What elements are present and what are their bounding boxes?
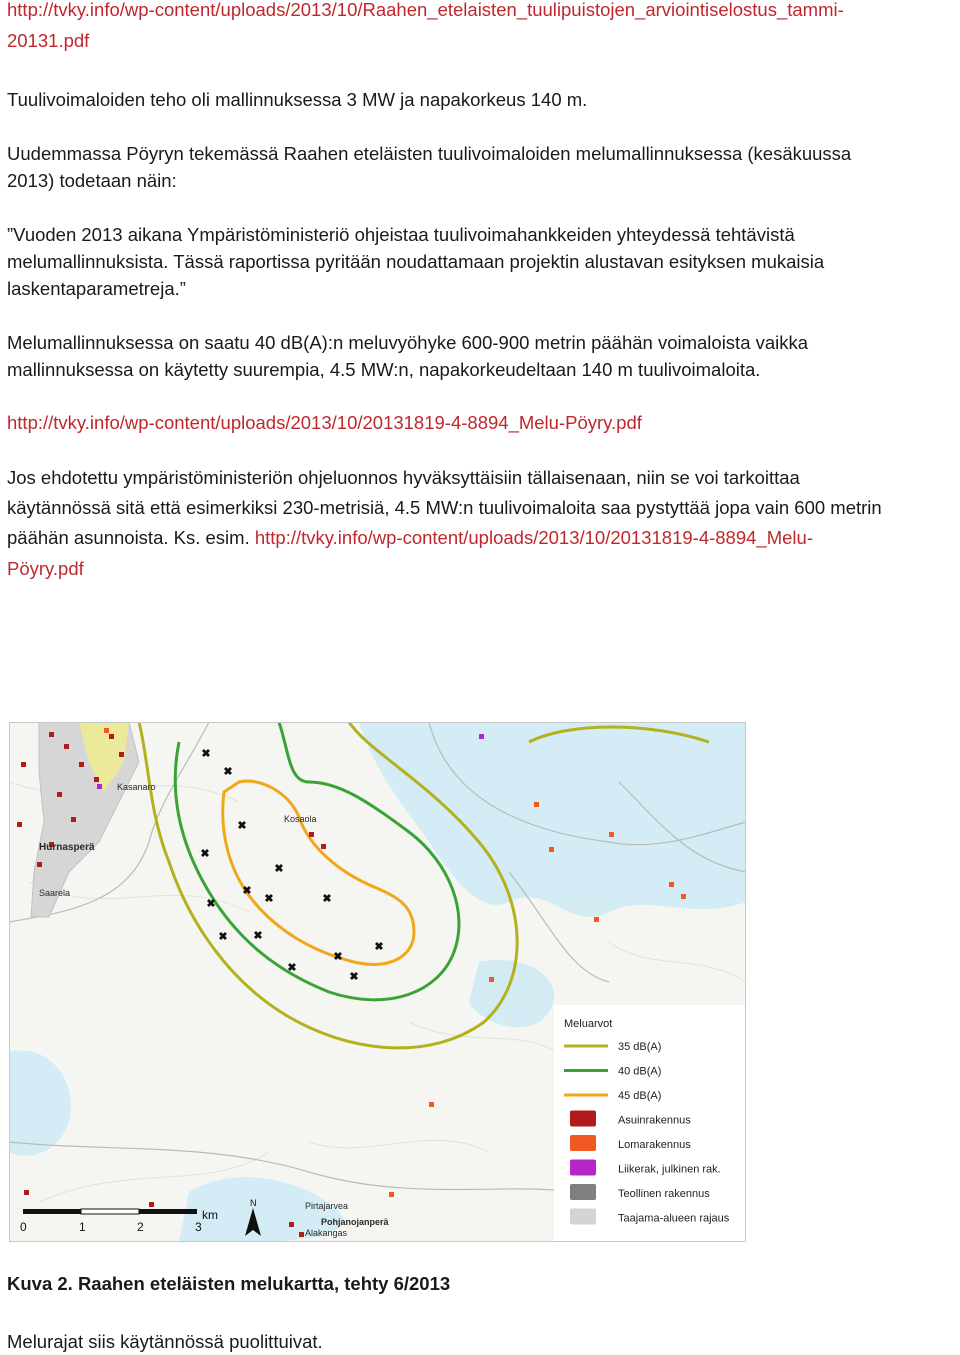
source-link-1-line2[interactable] <box>7 27 89 54</box>
scale-unit: km <box>202 1208 218 1222</box>
legend-label-1: 40 dB(A) <box>618 1065 662 1078</box>
turbine-icon: ✖ <box>201 748 211 760</box>
turbine-icon: ✖ <box>264 893 274 905</box>
legend-label-6: Teollinen rakennus <box>618 1188 710 1200</box>
place-hurnaspera: Hurnasperä <box>39 842 95 853</box>
source-link-2[interactable]: http://tvky.info/wp-content/uploads/2013/10/20131819-4-8894_Melu-Pöyry.pdf <box>7 412 642 433</box>
source-link-3a[interactable]: http://tvky.info/wp-content/uploads/2013/10/20131819-4-8894_Melu- <box>254 527 813 548</box>
legend-label-2: 45 dB(A) <box>618 1090 662 1102</box>
paragraph-turbine-power: Tuulivoimaloiden teho oli mallinnuksessa 3 MW ja napakorkeus 140 m. <box>7 89 588 110</box>
place-pirtajarvea: Pirtajarvea <box>305 1201 349 1211</box>
quote-line1: ”Vuoden 2013 aikana Ympäristöministeriö ohjeistaa tuulivoimahankkeiden yhteydessä tehtävistä <box>7 224 795 245</box>
legend-swatch-6 <box>570 1184 596 1200</box>
guideline-text: päähän asunnoista. Ks. esim. <box>7 527 255 548</box>
turbine-icon: ✖ <box>206 898 216 910</box>
figure-caption: Kuva 2. Raahen eteläisten melukartta, tehty 6/2013 <box>7 1273 451 1294</box>
legend-label-4: Lomarakennus <box>618 1139 691 1151</box>
source-link-3b[interactable]: Pöyry.pdf <box>7 558 84 579</box>
paragraph-poyry-line1: Uudemmassa Pöyryn tekemässä Raahen eteläisten tuulivoimaloiden melumallinnuksessa (kesäkuussa <box>7 143 852 164</box>
map-legend <box>554 1005 746 1242</box>
paragraph-guideline-line1: Jos ehdotettu ympäristöministeriön ohjeluonnos hyväksyttäisiin tällaisenaan, niin se voi tarkoittaa <box>7 467 800 488</box>
turbine-icon: ✖ <box>253 930 263 942</box>
quote-line3: laskentaparametreja.” <box>7 278 186 299</box>
legend-title: Meluarvot <box>564 1018 613 1030</box>
noise-map <box>9 722 746 1242</box>
scale-tick-2: 2 <box>137 1220 144 1234</box>
place-kosaola: Kosaola <box>284 814 317 824</box>
legend-label-0: 35 dB(A) <box>618 1041 662 1053</box>
turbine-icon: ✖ <box>374 941 384 953</box>
legend-swatch-5 <box>570 1160 596 1176</box>
north-label: N <box>250 1198 257 1208</box>
paragraph-guideline-line4[interactable] <box>7 555 84 582</box>
legend-label-3: Asuinrakennus <box>618 1114 691 1127</box>
scale-tick-3: 3 <box>195 1220 202 1234</box>
legend-label-5: Liikerak, julkinen rak. <box>618 1163 721 1176</box>
place-saarela: Saarela <box>39 888 71 898</box>
turbine-icon: ✖ <box>322 893 332 905</box>
closing-statement: Melurajat siis käytännössä puolittuivat. <box>7 1331 323 1352</box>
quote-line2: melumallinnuksista. Tässä raportissa pyritään noudattamaan projektin alustavan esityksen mukaisia <box>7 251 825 272</box>
paragraph-noise-zone-line2: mallinnuksessa on käytetty suurempia, 4.5 MW:n, napakorkeudeltaan 140 m tuulivoimaloita. <box>7 359 761 380</box>
legend-label-7: Taajama-alueen rajaus <box>618 1212 730 1225</box>
turbine-icon: ✖ <box>349 971 359 983</box>
turbine-icon: ✖ <box>274 863 284 875</box>
turbine-icon: ✖ <box>242 885 252 897</box>
turbine-icon: ✖ <box>200 848 210 860</box>
paragraph-noise-zone-line1: Melumallinnuksessa on saatu 40 dB(A):n meluvyöhyke 600-900 metrin päähän voimaloista vaikka <box>7 332 809 353</box>
place-pohjanojanpera: Pohjanojanperä <box>321 1217 389 1227</box>
scale-tick-0: 0 <box>20 1220 27 1234</box>
scale-tick-1: 1 <box>79 1220 86 1234</box>
source-link-2-line[interactable] <box>7 409 642 436</box>
turbine-icon: ✖ <box>287 962 297 974</box>
source-link-1a[interactable]: http://tvky.info/wp-content/uploads/2013/10/Raahen_etelaisten_tuulipuistojen_arviointiselostus_tammi- <box>7 0 844 20</box>
turbine-icon: ✖ <box>237 820 247 832</box>
legend-swatch-3 <box>570 1111 596 1127</box>
place-alakangas: Alakangas <box>305 1228 348 1238</box>
legend-swatch-7 <box>570 1209 596 1225</box>
source-link-1-line1[interactable] <box>7 0 844 23</box>
paragraph-poyry-line2: 2013) todetaan näin: <box>7 170 177 191</box>
legend-swatch-4 <box>570 1135 596 1151</box>
source-link-1b[interactable]: 20131.pdf <box>7 30 90 51</box>
turbine-icon: ✖ <box>223 766 233 778</box>
turbine-icon: ✖ <box>333 951 343 963</box>
turbine-icon: ✖ <box>218 931 228 943</box>
paragraph-guideline-line3 <box>7 524 813 551</box>
paragraph-guideline-line2: käytännössä sitä että esimerkiksi 230-metrisiä, 4.5 MW:n tuulivoimaloita saa pystyttää jopa vain 600 metrin <box>7 497 882 518</box>
place-kasanaro: Kasanaro <box>117 782 156 792</box>
